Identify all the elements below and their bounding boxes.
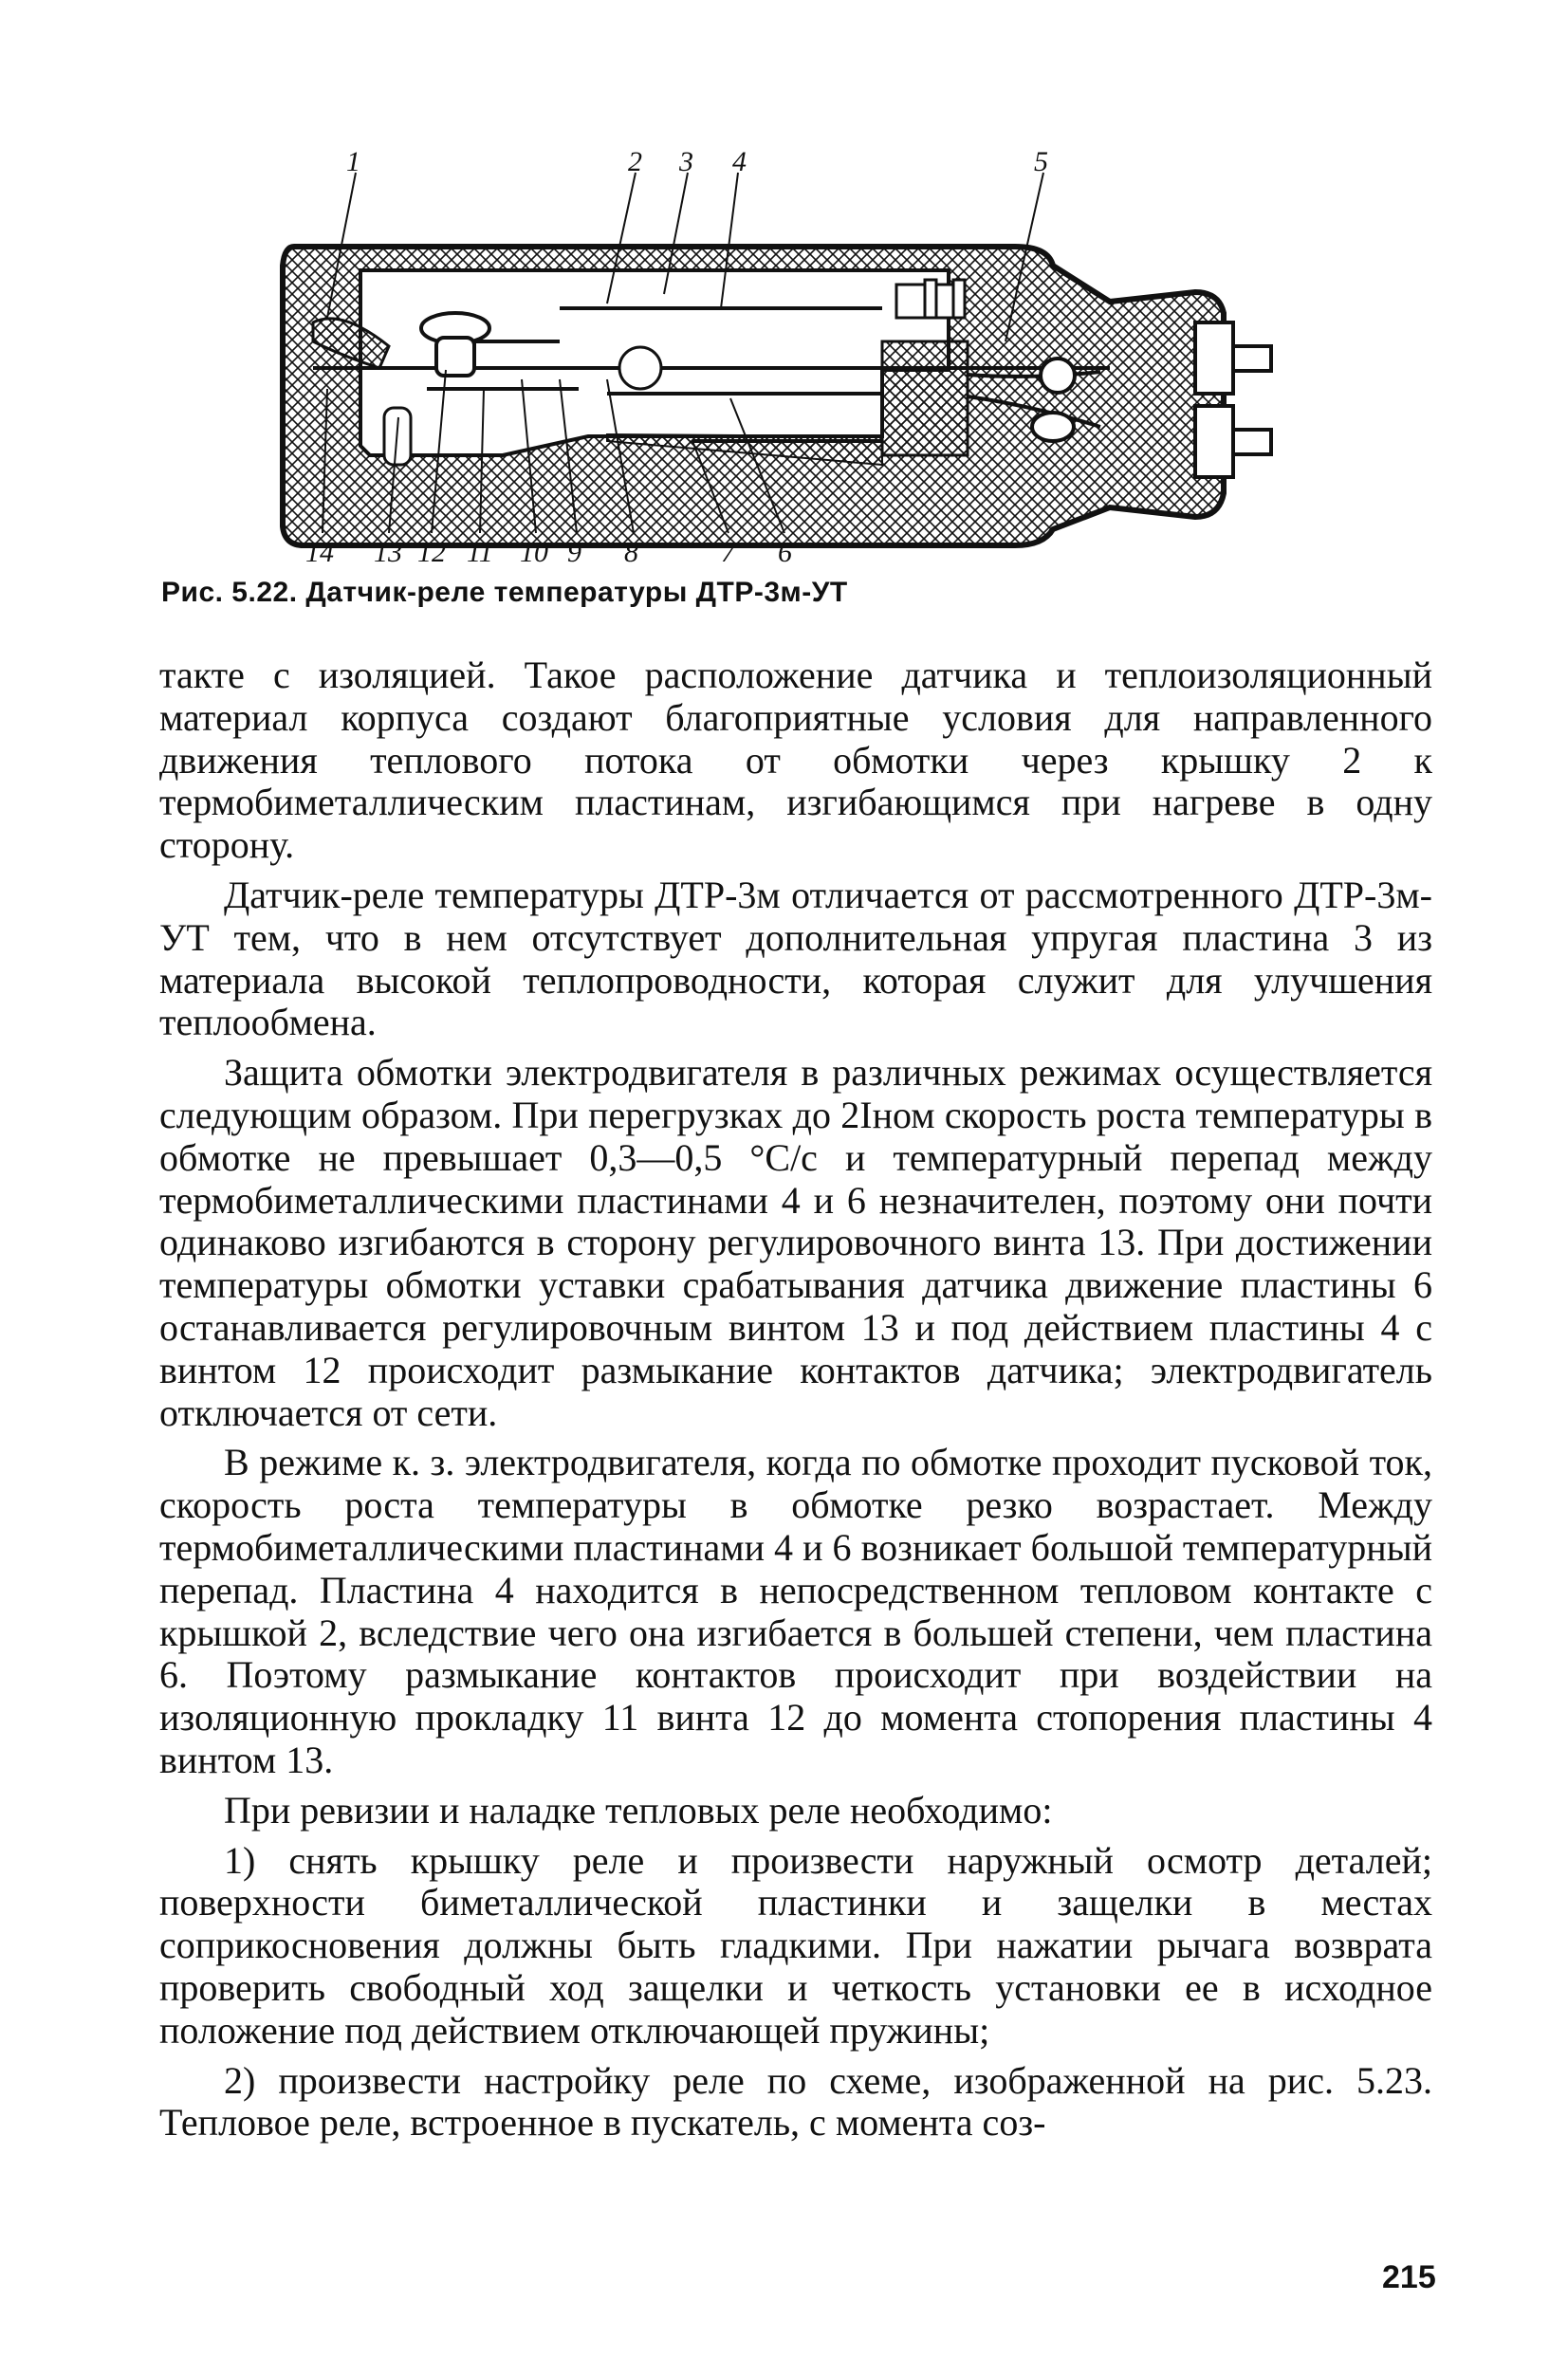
label-top-3: 3 — [679, 152, 693, 177]
paragraph-3: Защита обмотки электродвигателя в различных режимах осуществляется следующим образом. При перегрузках до 2Iном скорость роста температуры в обмотке не превышает 0,3—0,5 °С/с и температурный перепад между термобиметаллическими пластинами 4 и 6 незначителен, поэтому они почти одинаково изгибаются в сторону регулировочного винта 13. При достижении температуры обмотки уставки срабатывания датчика движение пластины 6 останавливается регулировочным винтом 13 и под действием пластины 4 с винтом 12 происходит размыкание контактов датчика; электродвигатель отключается от сети. — [159, 1051, 1432, 1434]
paragraph-1: такте с изоляцией. Такое расположение датчика и теплоизоляционный материал корпуса создают благоприятные условия для направленного движения теплового потока от обмотки через крышку 2 к термобиметаллическим пластинам, изгибающимся при нагреве в одну сторону. — [159, 654, 1432, 867]
sensor-relay-figure — [161, 152, 1347, 598]
page-number: 215 — [1382, 2259, 1436, 2295]
paragraph-6: 1) снять крышку реле и произвести наружный осмотр деталей; поверхности биметаллической пластинки и защелки в местах соприкосновения должны быть гладкими. При нажатии рычага возврата проверить свободный ход защелки и четкость установки ее в исходное положение под действием отключающей пружины; — [159, 1838, 1432, 2052]
paragraph-2: Датчик-реле температуры ДТР-3м отличается от рассмотренного ДТР-3м-УТ тем, что в нем отсутствует дополнительная упругая пластина 3 из материала высокой теплопроводности, которая служит для улучшения теплообмена. — [159, 873, 1432, 1044]
label-bottom-8: 8 — [624, 537, 638, 568]
paragraph-7: 2) произвести настройку реле по схеме, изображенной на рис. 5.23. Тепловое реле, встроенное в пускатель, с момента соз- — [159, 2058, 1432, 2145]
label-top-2: 2 — [628, 152, 642, 177]
label-top-5: 5 — [1034, 152, 1048, 177]
label-bottom-12: 12 — [417, 537, 446, 568]
label-bottom-14: 14 — [305, 537, 334, 568]
label-top-4: 4 — [732, 152, 747, 177]
body-text — [159, 654, 1432, 2152]
label-bottom-7: 7 — [721, 537, 735, 568]
label-bottom-13: 13 — [374, 537, 402, 568]
figure-caption: Рис. 5.22. Датчик-реле температуры ДТР-3м-УТ — [161, 577, 848, 608]
paragraph-4: В режиме к. з. электродвигателя, когда по обмотке проходит пусковой ток, скорость роста температуры в обмотке резко возрастает. Между термобиметаллическими пластинами 4 и 6 возникает большой температурный перепад. Пластина 4 находится в непосредственном тепловом контакте с крышкой 2, вследствие чего она изгибается в большей степени, чем пластина 6. Поэтому размыкание контактов происходит при воздействии на изоляционную прокладку 11 винта 12 до момента стопорения пластины 4 винтом 13. — [159, 1441, 1432, 1781]
paragraph-5: При ревизии и наладке тепловых реле необходимо: — [224, 1788, 1053, 1832]
label-bottom-9: 9 — [567, 537, 581, 568]
label-bottom-11: 11 — [467, 537, 493, 568]
label-top-1: 1 — [346, 152, 360, 177]
label-bottom-10: 10 — [520, 537, 548, 568]
housing — [283, 247, 1224, 545]
label-bottom-6: 6 — [778, 537, 792, 568]
